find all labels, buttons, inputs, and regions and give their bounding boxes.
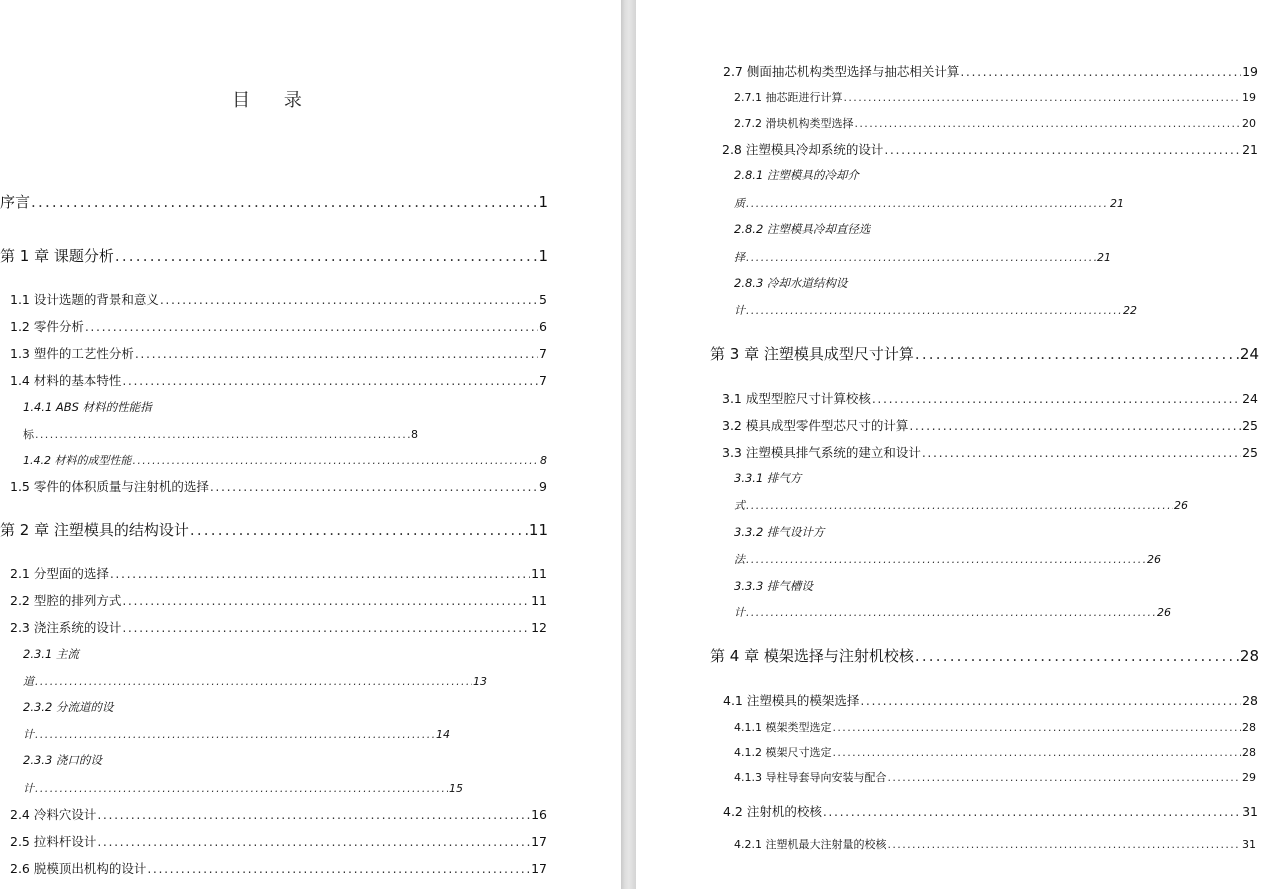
toc-entry-page: 28 xyxy=(1242,721,1256,734)
toc-entry-label: 1.5 零件的体积质量与注射机的选择 xyxy=(10,479,209,494)
toc-entry-label: 4.2 注射机的校核 xyxy=(723,804,822,819)
toc-entry-page: 17 xyxy=(531,861,547,876)
toc-entry-label: 4.2.1 注塑机最大注射量的校核 xyxy=(734,838,887,851)
toc-entry-2-5[interactable] xyxy=(10,832,547,850)
toc-entry-page: 11 xyxy=(531,593,547,608)
toc-entry-2-7-2[interactable] xyxy=(734,115,1256,131)
toc-entry-page: 25 xyxy=(1242,418,1258,433)
toc-entry-label: 第 1 章 课题分析 xyxy=(0,247,114,265)
toc-entry-label: 1.3 塑件的工艺性分析 xyxy=(10,346,134,361)
toc-entry-label: 4.1.2 模架尺寸选定 xyxy=(734,746,832,759)
toc-page-right xyxy=(636,0,1263,889)
toc-entry-1-4-2[interactable] xyxy=(23,452,547,468)
toc-entry-1-3[interactable] xyxy=(10,344,547,362)
toc-entry-page: 16 xyxy=(531,807,547,822)
toc-subentry-heading: 2.8.2 注塑模具冷却直径选 xyxy=(734,222,871,236)
toc-subentry-heading: 3.3.2 排气设计方 xyxy=(734,525,825,539)
toc-entry-page: 19 xyxy=(1242,64,1258,79)
toc-entry-page: 5 xyxy=(539,292,547,307)
toc-entry-2-3[interactable] xyxy=(10,618,547,636)
toc-entry-label: 2.4 冷料穴设计 xyxy=(10,807,97,822)
toc-entry-label: 计 xyxy=(734,606,745,619)
toc-entry-page: 12 xyxy=(531,620,547,635)
toc-entry-page: 14 xyxy=(436,728,450,741)
toc-entry-4-1-1[interactable] xyxy=(734,719,1256,735)
toc-entry-3-3-2[interactable] xyxy=(734,551,1161,567)
toc-entry-label: 2.8 注塑模具冷却系统的设计 xyxy=(722,142,884,157)
toc-entry-2-3-2[interactable] xyxy=(23,726,450,742)
toc-entry-page: 8 xyxy=(540,454,547,467)
toc-entry-label: 2.2 型腔的排列方式 xyxy=(10,593,122,608)
toc-title: 目 录 xyxy=(232,90,316,111)
toc-entry-2-8-3[interactable] xyxy=(734,302,1137,318)
toc-entry-label: 2.1 分型面的选择 xyxy=(10,566,109,581)
toc-entry-3-3-1[interactable] xyxy=(734,497,1188,513)
toc-entry-page: 26 xyxy=(1174,499,1188,512)
toc-entry-3-3[interactable] xyxy=(722,443,1258,461)
toc-entry-page: 24 xyxy=(1242,391,1258,406)
toc-entry-page: 26 xyxy=(1157,606,1171,619)
toc-entry-chapter-2[interactable] xyxy=(0,519,548,540)
toc-entry-4-1[interactable] xyxy=(723,691,1258,709)
toc-entry-label: 3.1 成型型腔尺寸计算校核 xyxy=(722,391,871,406)
toc-entry-label: 第 4 章 模架选择与注射机校核 xyxy=(710,647,914,665)
toc-entry-page: 11 xyxy=(531,566,547,581)
toc-entry-page: 25 xyxy=(1242,445,1258,460)
toc-entry-label: 4.1.1 模架类型选定 xyxy=(734,721,832,734)
toc-entry-chapter-3[interactable] xyxy=(710,343,1259,364)
toc-entry-page: 13 xyxy=(473,675,487,688)
toc-entry-page: 29 xyxy=(1242,771,1256,784)
toc-entry-2-2[interactable] xyxy=(10,591,547,609)
toc-entry-label: 式 xyxy=(734,499,745,512)
toc-entry-page: 7 xyxy=(539,346,547,361)
toc-entry-2-3-3[interactable] xyxy=(23,780,463,796)
toc-entry-preface[interactable] xyxy=(0,191,548,212)
toc-entry-page: 11 xyxy=(528,521,548,539)
toc-entry-label: 1.2 零件分析 xyxy=(10,319,84,334)
toc-entry-2-6[interactable] xyxy=(10,859,547,877)
toc-page-left xyxy=(0,0,621,889)
toc-entry-label: 择 xyxy=(734,251,745,264)
toc-entry-page: 6 xyxy=(539,319,547,334)
toc-entry-label: 2.7.2 滑块机构类型选择 xyxy=(734,117,854,130)
toc-entry-label: 计 xyxy=(734,304,745,317)
toc-entry-4-1-3[interactable] xyxy=(734,769,1256,785)
toc-entry-2-8-2[interactable] xyxy=(734,249,1111,265)
toc-entry-3-2[interactable] xyxy=(722,416,1258,434)
toc-subentry-heading: 2.8.1 注塑模具的冷却介 xyxy=(734,168,859,182)
toc-entry-2-8-1[interactable] xyxy=(734,195,1124,211)
toc-entry-2-3-1[interactable] xyxy=(23,673,487,689)
toc-entry-4-2[interactable] xyxy=(723,802,1258,820)
toc-entry-label: 序言 xyxy=(0,193,31,211)
toc-entry-page: 28 xyxy=(1239,647,1259,665)
toc-entry-page: 9 xyxy=(539,479,547,494)
toc-entry-label: 2.5 拉料杆设计 xyxy=(10,834,97,849)
toc-subentry-heading: 3.3.3 排气槽设 xyxy=(734,579,813,593)
toc-entry-label: 2.6 脱模顶出机构的设计 xyxy=(10,861,147,876)
toc-entry-1-4-1[interactable] xyxy=(23,426,418,442)
toc-entry-label: 2.7 侧面抽芯机构类型选择与抽芯相关计算 xyxy=(723,64,960,79)
toc-entry-page: 17 xyxy=(531,834,547,849)
toc-entry-label: 1.4.2 材料的成型性能 xyxy=(23,454,132,467)
toc-entry-2-1[interactable] xyxy=(10,564,547,582)
toc-entry-page: 31 xyxy=(1242,838,1256,851)
toc-entry-label: 质 xyxy=(734,197,745,210)
toc-entry-3-1[interactable] xyxy=(722,389,1258,407)
toc-subentry-heading: 2.3.1 主流 xyxy=(23,647,79,661)
toc-entry-2-7-1[interactable] xyxy=(734,89,1256,105)
toc-entry-4-2-1[interactable] xyxy=(734,836,1256,852)
toc-entry-label: 2.7.1 抽芯距进行计算 xyxy=(734,91,843,104)
toc-entry-1-2[interactable] xyxy=(10,317,547,335)
toc-entry-page: 1 xyxy=(538,193,548,211)
toc-entry-page: 24 xyxy=(1239,345,1259,363)
toc-entry-page: 21 xyxy=(1242,142,1258,157)
toc-entry-3-3-3[interactable] xyxy=(734,604,1171,620)
toc-subentry-heading: 2.3.2 分流道的设 xyxy=(23,700,114,714)
toc-entry-label: 标 xyxy=(23,428,34,441)
toc-entry-label: 道 xyxy=(23,675,34,688)
toc-entry-1-1[interactable] xyxy=(10,290,547,308)
toc-entry-page: 7 xyxy=(539,373,547,388)
toc-entry-page: 15 xyxy=(449,782,463,795)
toc-entry-2-7[interactable] xyxy=(723,62,1258,80)
toc-subentry-heading: 3.3.1 排气方 xyxy=(734,471,802,485)
toc-subentry-heading: 2.3.3 浇口的设 xyxy=(23,753,102,767)
toc-entry-label: 第 3 章 注塑模具成型尺寸计算 xyxy=(710,345,914,363)
toc-entry-page: 21 xyxy=(1110,197,1124,210)
toc-entry-page: 31 xyxy=(1242,804,1258,819)
toc-entry-4-1-2[interactable] xyxy=(734,744,1256,760)
toc-entry-1-5[interactable] xyxy=(10,477,547,495)
toc-entry-label: 第 2 章 注塑模具的结构设计 xyxy=(0,521,189,539)
toc-entry-page: 20 xyxy=(1242,117,1256,130)
toc-entry-label: 2.3 浇注系统的设计 xyxy=(10,620,122,635)
toc-entry-label: 3.2 模具成型零件型芯尺寸的计算 xyxy=(722,418,909,433)
toc-subentry-heading: 1.4.1 ABS 材料的性能指 xyxy=(23,400,152,414)
toc-entry-chapter-1[interactable] xyxy=(0,245,548,266)
toc-entry-label: 4.1.3 导柱导套导向安装与配合 xyxy=(734,771,887,784)
toc-entry-label: 计 xyxy=(23,728,34,741)
toc-entry-2-4[interactable] xyxy=(10,805,547,823)
toc-entry-label: 法 xyxy=(734,553,745,566)
toc-entry-page: 22 xyxy=(1123,304,1137,317)
toc-entry-label: 3.3 注塑模具排气系统的建立和设计 xyxy=(722,445,921,460)
toc-entry-chapter-4[interactable] xyxy=(710,645,1259,666)
toc-subentry-heading: 2.8.3 冷却水道结构设 xyxy=(734,276,848,290)
toc-entry-page: 26 xyxy=(1147,553,1161,566)
toc-entry-page: 28 xyxy=(1242,693,1258,708)
page-gutter xyxy=(621,0,636,889)
toc-entry-1-4[interactable] xyxy=(10,371,547,389)
toc-entry-label: 1.4 材料的基本特性 xyxy=(10,373,122,388)
toc-entry-page: 19 xyxy=(1242,91,1256,104)
toc-entry-page: 1 xyxy=(538,247,548,265)
toc-entry-label: 计 xyxy=(23,782,34,795)
toc-entry-page: 21 xyxy=(1097,251,1111,264)
toc-entry-label: 4.1 注塑模具的模架选择 xyxy=(723,693,860,708)
toc-entry-page: 8 xyxy=(411,428,418,441)
toc-entry-2-8[interactable] xyxy=(722,140,1258,158)
toc-entry-label: 1.1 设计选题的背景和意义 xyxy=(10,292,159,307)
toc-entry-page: 28 xyxy=(1242,746,1256,759)
